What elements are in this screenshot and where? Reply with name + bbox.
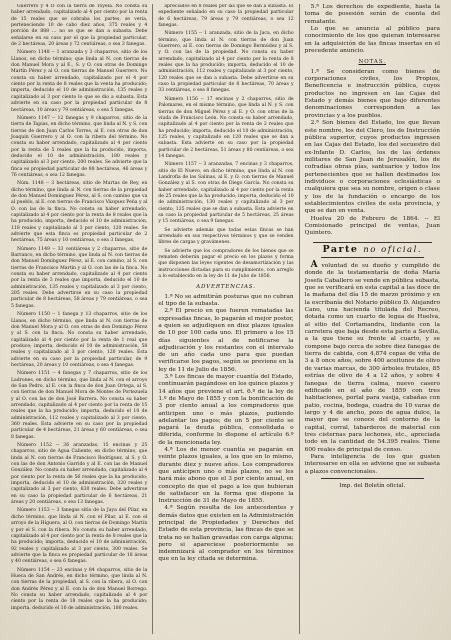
listing-paragraph: Número 1153 -- 3 fanegas sitio de la Jaya del Pilar, en dicho término, que linda al N. con el Pilar, al E. con el arroyo de la Higuera, al O. con tierras de Domingo Martín y por el S. con la ribera. No consta su haber arrendado, capitalizado al 4 por ciento por la renta de 8 reales que la ha producido; importa, deducido el 10 de administración, 92 reales y capitalizado al 3 por ciento, 300 reales. Se advierte que la finca es propiedad particular de 18 áreas y 40 centiáreas, o sea 6 fanegas. <box>11 508 148 565</box>
listing-paragraph: Número 1148 -- 1 aranzada y 3 chaparros, sitio de los Llanos, en dicho término; que linda al N. con tierras de don Manuel Mora y al E., S. y O. con otras de Domingo Martín Pérez y al O. con tierras de Manuel Guerrero. No consta su haber arrendado, capitalizado por el 4 por ciento por la renta de 8 reales que la venta ha producido; importa, deducido el 10 de administración, 135 reales y capitalizado al 3 por ciento lo que se dio a subasta. Esta advierte en su caso por la propiedad particular de 8 hectáreas, 10 áreas y 79 centiáreas, o sea 5 fanegas. <box>11 50 148 113</box>
nota-item: 2.ª Son bienes del Estado, los que llevan este nombre, los del Clero, los de Instrucción pública superior, cuyos productos ingresen en las Cajas del Estado, los del secuestro del ex-Infante D. Carlos, los de las órdenes militares de San Juan de Jerusalén, los de cofradías obras pías, santuarios y todos los pertenecientes que se hallen destinados los individuos o corporaciones eclesiásticas o cualquiera que sea su nombre, origen o clase y los de la fundación o encargo de los establecimientos civiles de esta provincia, y que se dan en venta. <box>304 120 440 215</box>
date-signature-line: Huelva 20 de Febrero de 1864. -- El Comisionado principal de ventas, Juan Quintero. <box>304 215 440 237</box>
listing-paragraph: Número 1154 -- 23 encinas y 84 chaparros, sitio de la Hueca de San Andrés, en dicho término, que linda al N. con tierras de la propiedad, al S. con la ribera, al O. con don Andrés Pérez y al E. con la de don Manuel Borrego. No consta su haber arrendado, capitalizado al 4 por ciento por la renta de 18 reales que la ha producido; importa, deducido el 10 de administración, 180 reales. <box>11 567 148 611</box>
closing-paragraph: Lo que se anuncia al público para conocimiento de los que quieran interesarse en la adquisición de las fincas insertas en el precedente anuncio. <box>304 26 440 55</box>
imprint-line: Imp. del Boletín oficial. <box>339 482 406 489</box>
section-divider <box>321 478 424 479</box>
listing-paragraph: Núm. 1148 -- 3 hectáreas, sitio de Murtas de Rey, en dicho término, que linda al N. con tierras de la propiedad de don Manuel Domínguez Pérez, al S. con camino que va al pueblo, al E. con tierras de Francisco Vázquez Peña y al O. con las de la finca. No consta su haber arrendado, capitalizado al 4 por ciento por la renta de 8 reales que la ha producido, importa, deducido el 10 de administración, 118 reales y capitalizado al 3 por ciento, 120 reales. Se advierte que esta finca es propiedad particular de 2 hectáreas, 75 áreas y 10 centiáreas, o sea 3 fanegas. <box>11 181 148 244</box>
listing-paragraph: Número 1150 -- 1 fanega y 13 chaparros, sitio de los Llanos, en dicho término, que linda al N. con tierras de don Manuel Mora y al O. con otras de don Domingo Pérez y al S. con la finca. No consta su haber arrendado, capitalizado al 4 por ciento por la renta de 1 real que produce; importa, deducido el 10 de administración, 58 reales y capitalizado al 3 por ciento, 120 reales. Esta advierte en su caso por la propiedad particular, de 9 hectáreas, 20 áreas y 10 centiáreas, o sea 4 fanegas. <box>11 312 148 368</box>
section-divider <box>321 257 424 258</box>
parte-oficial-label: no oficial. <box>363 244 423 255</box>
advertencias-section <box>158 294 293 564</box>
column-right <box>299 4 445 634</box>
sale-announcement: A voluntad de su dueño y cumplido de donde de la testamentaría de doña María Josefa Caballero se vende en pública subasta, que se verificará en esta capital a las doce de la mañana del día 15 de marzo próximo y en la escribanía del Notario público D. Alejandro Cano, una hacienda titulada del Recreo, dotada como un cuarto de legua de Huelva, al sitio del Cortamandra, lindante con la carretera que baja desde esta parte a Sevilla, a la que tiene su frente al cuarto, y se compone bajo cerca de sobre diez fanegas de tierra de cabida, con 4,874 cepas de viña de 3 a 8 once años, sobre 400 aceitunos de olivo de varias marcas, de 300 árboles frutales, 85 estrías de olivo de 4 a 12 años, y sobre 4 fanegas de tierra calma, nuevo casero edificado en el año de 1859 con tres habitaciones, portal para vasija, cabañas con patio, cocina, bodega, cuadra de 10 varas de largo y 4 de ancho, pozo de agua dulce, la mayor que se conoce del contorno de la capital, corral, tabarderos de material con tres cisternas para lechones, etc., apreciada todo en la cantidad de 54.395 reales. Tiene 600 reales de principal de censo. <box>304 260 440 453</box>
notas-heading: NOTAS. <box>358 59 387 66</box>
advertencias-heading: ADVERTENCIAS. <box>196 284 256 291</box>
column-left <box>6 4 152 634</box>
parte-label: Parte <box>322 243 359 255</box>
advertencia-item: 1.ª No se admitirán posturas que no cubran el tipo de la subasta. <box>158 293 294 308</box>
advertencia-item: 3.ª Los fincas de mayor cuantía del Estado, continuarán pagándose en los quince plazos y 14 años que previene el art. 6.º de la ley de 1.º de Mayo de 1855 y con la bonificación de 3 por ciento anual a los compradores que anticipen uno o más plazos, pudiendo adelantar los pagos; de un 5 por ciento se pagará la deuda pública, consolidada o diferida, conforme lo dispone el artículo 6.º de la mencionada ley. <box>158 374 294 446</box>
sale-announcement-note: Para inteligencia de los que gusten interesarse en ella se adviene que se subasta a plazos convencionales. <box>304 453 440 475</box>
listing-paragraph: Número 1147 -- 12 fanegas y 9 chaparros, sitio de la tierra de Tapias, en dicho término, que linda al N. y S. con tierras de don Juan Carlos Torres, al E. con otras de don Joaquín Guerrero y al O. con la ribera del término. No consta su haber arrendado, capitalizado al 4 por ciento por la renta de 5 reales que la ha producido, importa, deducido el 10 de administración, 180 reales y capitalizado al 3 por ciento, 200 reales. Se advierte que la finca es propiedad particular de 88 hectáreas, 46 áreas y 76 centiáreas, o sea 12 fanegas. <box>11 115 148 178</box>
advertencia-item: 2.ª El precio en que fueren rematadas las expresadas fincas, lo pagarán el mejor postor, a quien se adjudiquen en diez plazos iguales de 10 por 100 cada uno. El primero a los 15 días siguientes al de notificarse la adjudicación y los restantes con el intervalo de un año cada uno para que puedan verificarse los pagos, según se previene en la ley de 11 de Julio de 1856. <box>158 308 294 373</box>
listing-paragraph: aprecíados en 8 reales por las que se dan a subasta. El expediente señalado en su caso la propiedad particular de 6 hectáreas, 79 áreas y 79 centiáreas, o sea 12 fanegas. <box>158 4 294 29</box>
listing-paragraph: Número 1152 -- 36 aranzadas, 15 encinas y 25 chaparros, sitio de Agua Caliente, en dicho término, que linda al N. con tierras de Francisco Rodríguez, al S. y O. con las de don Antonio Garrido y al E. con las de Manuel González. No consta su haber arrendado, capitalizado al 4 por ciento por la renta de 56 reales que la ha producido; importa, deducido el 10 de administración, 320 reales y capitalizado al 3 por ciento, 630 reales. Debe advertirse en su caso la propiedad particular de 6 hectáreas, 21 áreas y 20 centiáreas, o sea 13 fanegas. <box>11 443 148 506</box>
listing-paragraph: Número 1157 -- 3 aranzadas, 7 encinas y 3 chaparros, sitio de El Nuevo, en dicho término, que linda al N. con Landrofia de las Salinas, al E. y O. con tierras de Manuel González y al S. con otras de Diego García. No consta su haber arrendado, capitalizado al 4 por ciento por la renta de 25 reales que la ha producido; importa, deducido el 10 de administración, 130 reales y capitalizado al 3 por ciento, 125 reales que se dan a subasta. Esta advierte en su caso la propiedad particular de 5 hectáreas, 25 áreas y 15 centiáreas, o sea 9 fanegas. <box>158 162 294 225</box>
section-divider <box>313 242 432 243</box>
listing-paragraph: Número 1156 -- 17 encinas y 2 chaparros, sitio de Palomares, en el mismo término, que linda al N. y S. con tierras de don Miguel Pérez y al E. y O. con otras de la viuda de Francisco León. No consta su haber arrendado, capitalizado al 4 por ciento por la renta de 2 reales que ha producido; importa, deducido el 10 de administración, 125 reales, y capitalizado en 120 reales que se dan a subasta. Esta advierte en su caso por la propiedad particular de 2 hectáreas, 51 áreas y 80 centiáreas, o sea 14 fanegas. <box>158 96 294 159</box>
listing-paragraph: Número 1149 -- 33 centiáreas y 2 chaparros, sitio de Barranco, en dicho término, que linda al N. con tierras de don Manuel Domínguez Pérez, al E. con camino, al S. con tierras de Francisco Martín y al O. con las de la finca. No consta su haber arrendado, capitalizado al 4 por ciento por la renta de 3 reales que importa, deducido el 10 de administración, 135 reales y capitalizado al 3 por ciento, 205 reales. Debe advertirse en su caso la propiedad particular de 8 hectáreas, 58 áreas y 79 centiáreas, o sea 5 fanegas. <box>11 246 148 309</box>
notas-section <box>305 69 440 216</box>
listing-paragraph: Se advierte además que todas estas fincas se han arrendado en sus respectivos términos y que se venden libres de cargas y gravámenes. <box>158 227 294 246</box>
advertencia-item: 4.ª Según resulta de los antecedentes y demás datos que existen en la Administración principal de Propiedades y Derechos del Estado de esta provincia, las fincas de que se trata no se hallan gravadas con carga alguna; pero si apareciese posteriormente se indemnizará al comprador en los términos que en la ley citada se determina. <box>158 505 294 563</box>
parte-no-oficial-heading <box>305 243 440 255</box>
advertencia-item: 4.ª Los de menor cuantía se pagarán en veinte plazos iguales, a los que en lo mismo, durante diez y nueve años. Los compradores que anticipen uno o más plazos, no se les hará más abono que el 3 por ciento anual, en concepto de que el pago a los que hubieran de satisfacer en la forma que dispone la Instrucción de 31 de Mayo de 1855. <box>158 447 294 505</box>
column-middle <box>152 4 298 634</box>
listing-paragraph: Se advierte que los compradores de los bienes que se rematen deberán pagar el precio en los plazos y forma que disponen las leyes vigentes de desamortización y las instrucciones dictadas para su cumplimiento, con arreglo a lo establecido en la ley de 11 de Julio de 1856. <box>158 248 294 280</box>
listing-paragraph: Número 1151 -- 4 fanegas y 7 chaparros, sitio de los Ladrones, en dicho término, que linda al N. con el arroyo de San Pedro, al E. con la finca de don Juan Ortega, al S. con tierras de don Manuel Mora de Montes de Portezuela y al O. con las de don José Barrera. No consta su haber arrendado, capitalizado al 4 por ciento por la renta de 15 reales que la ha producido; importa, deducido el 10 de administración, 112 reales y capitalizado al 3 por ciento, 360 reales. Esta advierte en su caso por la propiedad particular de 4 hectáreas, 21 áreas y 60 centiáreas, o sea 8 fanegas. <box>11 371 148 440</box>
advertencia-item: 5.ª Los derechos de expediente, hasta la toma de posesión serán de cuenta del rematante. <box>304 4 440 25</box>
listing-paragraph: Guerrero y 4 O con la tierra de Toyela. No consta su haber arrendado, capitalizado al 4 por ciento por la renta de 15 reales que se cobraba los partes, se veria, perteneciendo 10 de cabo diez años, 375 reales y 4 porción de 888 ... no se que se dan a subasta. Debe señalarse en su caso por el que la propiedad particular, de 2 hectáreas, 20 áreas y 72 centiáreas, o sea 3 fanegas. <box>11 4 148 48</box>
listing-paragraph: Número 1155 -- 1 aranzada, sitio de la Jaca, en dicho término, que linda al N. con tierras de don Juan Guerrero, al E. con tierras de Domingo Bermúdez y al S. y O. con las de la propiedad. No consta su haber arrendado, capitalizado al 4 por ciento por la renta de 8 reales que la ha producido; importa, deducido el 10 de administración, 112 reales y capitalizado al 3 por ciento, 120 reales que se dan a subasta. Debe advertirse en su caso la propiedad particular de 8 hectáreas, 70 áreas y 33 centiáreas, o sea 8 fanegas. <box>158 31 294 94</box>
column-container <box>6 4 445 634</box>
nota-item: 1.ª Se consideran como bienes de corporaciones civiles, los Propios, Beneficencia e instrucción pública, cuyos productos no ingresen en las Cajas del Estado y demás bienes que bajo diferentes denominaciones corresponden a las provincias y a los pueblos. <box>304 68 440 119</box>
